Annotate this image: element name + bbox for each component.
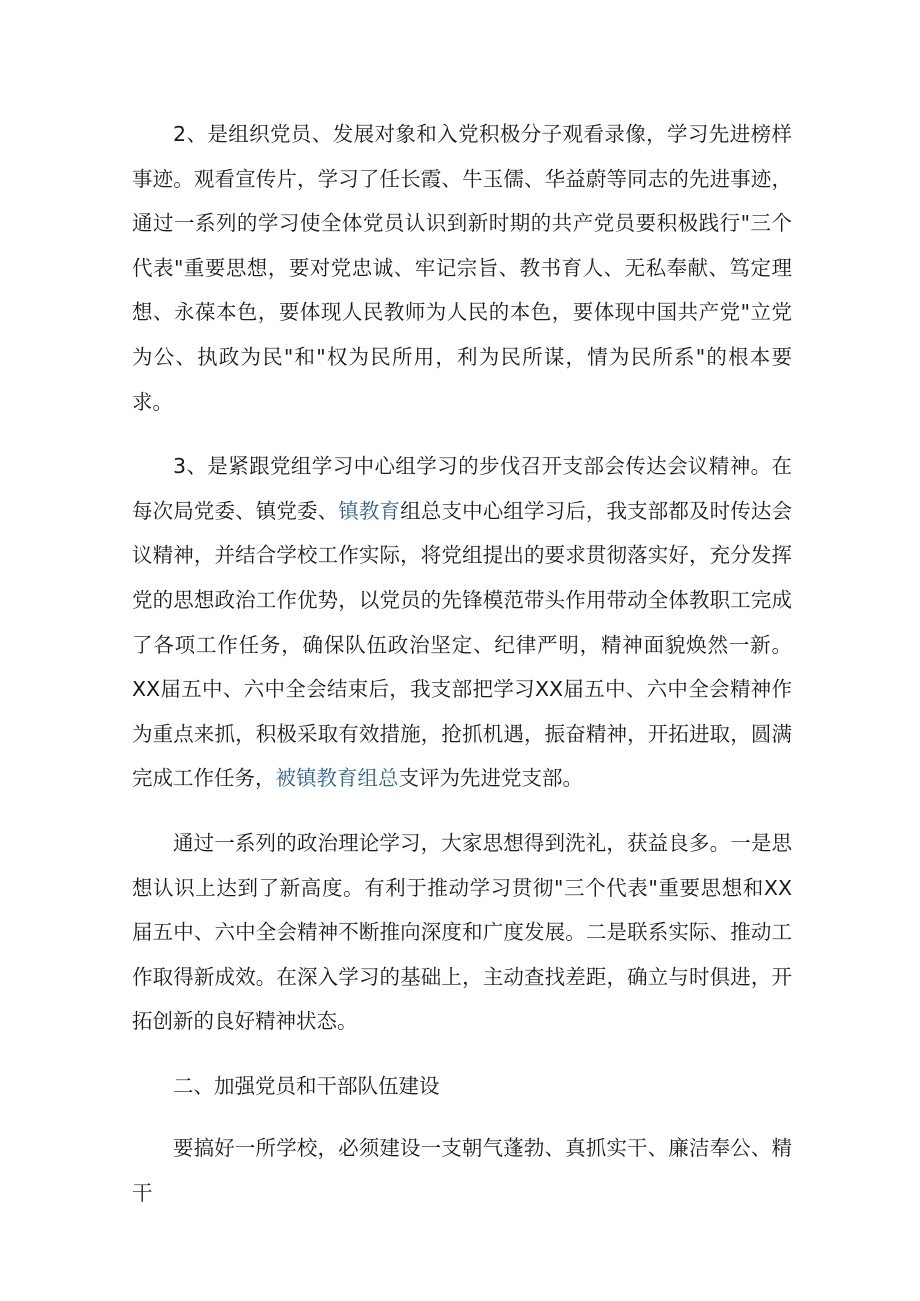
section-heading-text: 二、加强党员和干部队伍建设 <box>173 1073 440 1098</box>
paragraph-text: 支评为先进党支部。 <box>398 766 583 791</box>
paragraph-text: 2、是组织党员、发展对象和入党积极分子观看录像，学习先进榜样事迹。观看宣传片，学习了任长霞、牛玉儒、华益蔚等同志的先进事迹，通过一系列的学习使全体党员认识到新时期的共产党员要积极践行"三个代表"重要思想，要对党忠诚、牢记宗旨、教书育人、无私奉献、笃定理想、永葆本色，要体现人民教师为人民的本色，要体现中国共产党"立党为公、执政为民"和"权为民所用，利为民所谋，情为民所系"的根本要求。 <box>132 122 792 414</box>
paragraph-team-building <box>132 1126 792 1215</box>
paragraph-item-2 <box>132 112 792 424</box>
paragraph-text: 组总支中心组学习后，我支部都及时传达会议精神，并结合学校工作实际，将党组提出的要求贯彻落实好，充分发挥党的思想政治工作优势，以党员的先锋模范带头作用带动全体教职工完成了各项工作任务，确保队伍政治坚定、纪律严明，精神面貌焕然一新。XX届五中、六中全会结束后，我支部把学习XX届五中、六中全会精神作为重点来抓，积极采取有效措施，抢抓机遇，振奋精神，开拓进取，圆满完成工作任务， <box>132 498 793 791</box>
paragraph-text: 要搞好一所学校，必须建设一支朝气蓬勃、真抓实干、廉洁奉公、精干 <box>132 1136 792 1206</box>
inline-link-town-education-group[interactable]: 被镇教育组总 <box>275 766 399 791</box>
paragraph-text: 3、是紧跟党组学习中心组学习的步伐召开支部会传达会议精神。在每次局党委、镇党委、 <box>132 454 792 523</box>
inline-link-town-education[interactable]: 镇教育 <box>338 498 401 523</box>
paragraph-summary <box>132 821 792 1044</box>
section-heading <box>132 1064 792 1109</box>
paragraph-text: 通过一系列的政治理论学习，大家思想得到洗礼，获益良多。一是思想认识上达到了新高度。有利于推动学习贯彻"三个代表"重要思想和XX届五中、六中全会精神不断推向深度和广度发展。二是联系实际、推动工作取得新成效。在深入学习的基础上，主动查找差距，确立与时俱进，开拓创新的良好精神状态。 <box>132 830 792 1034</box>
document-body <box>132 112 792 1236</box>
paragraph-item-3 <box>132 444 792 801</box>
